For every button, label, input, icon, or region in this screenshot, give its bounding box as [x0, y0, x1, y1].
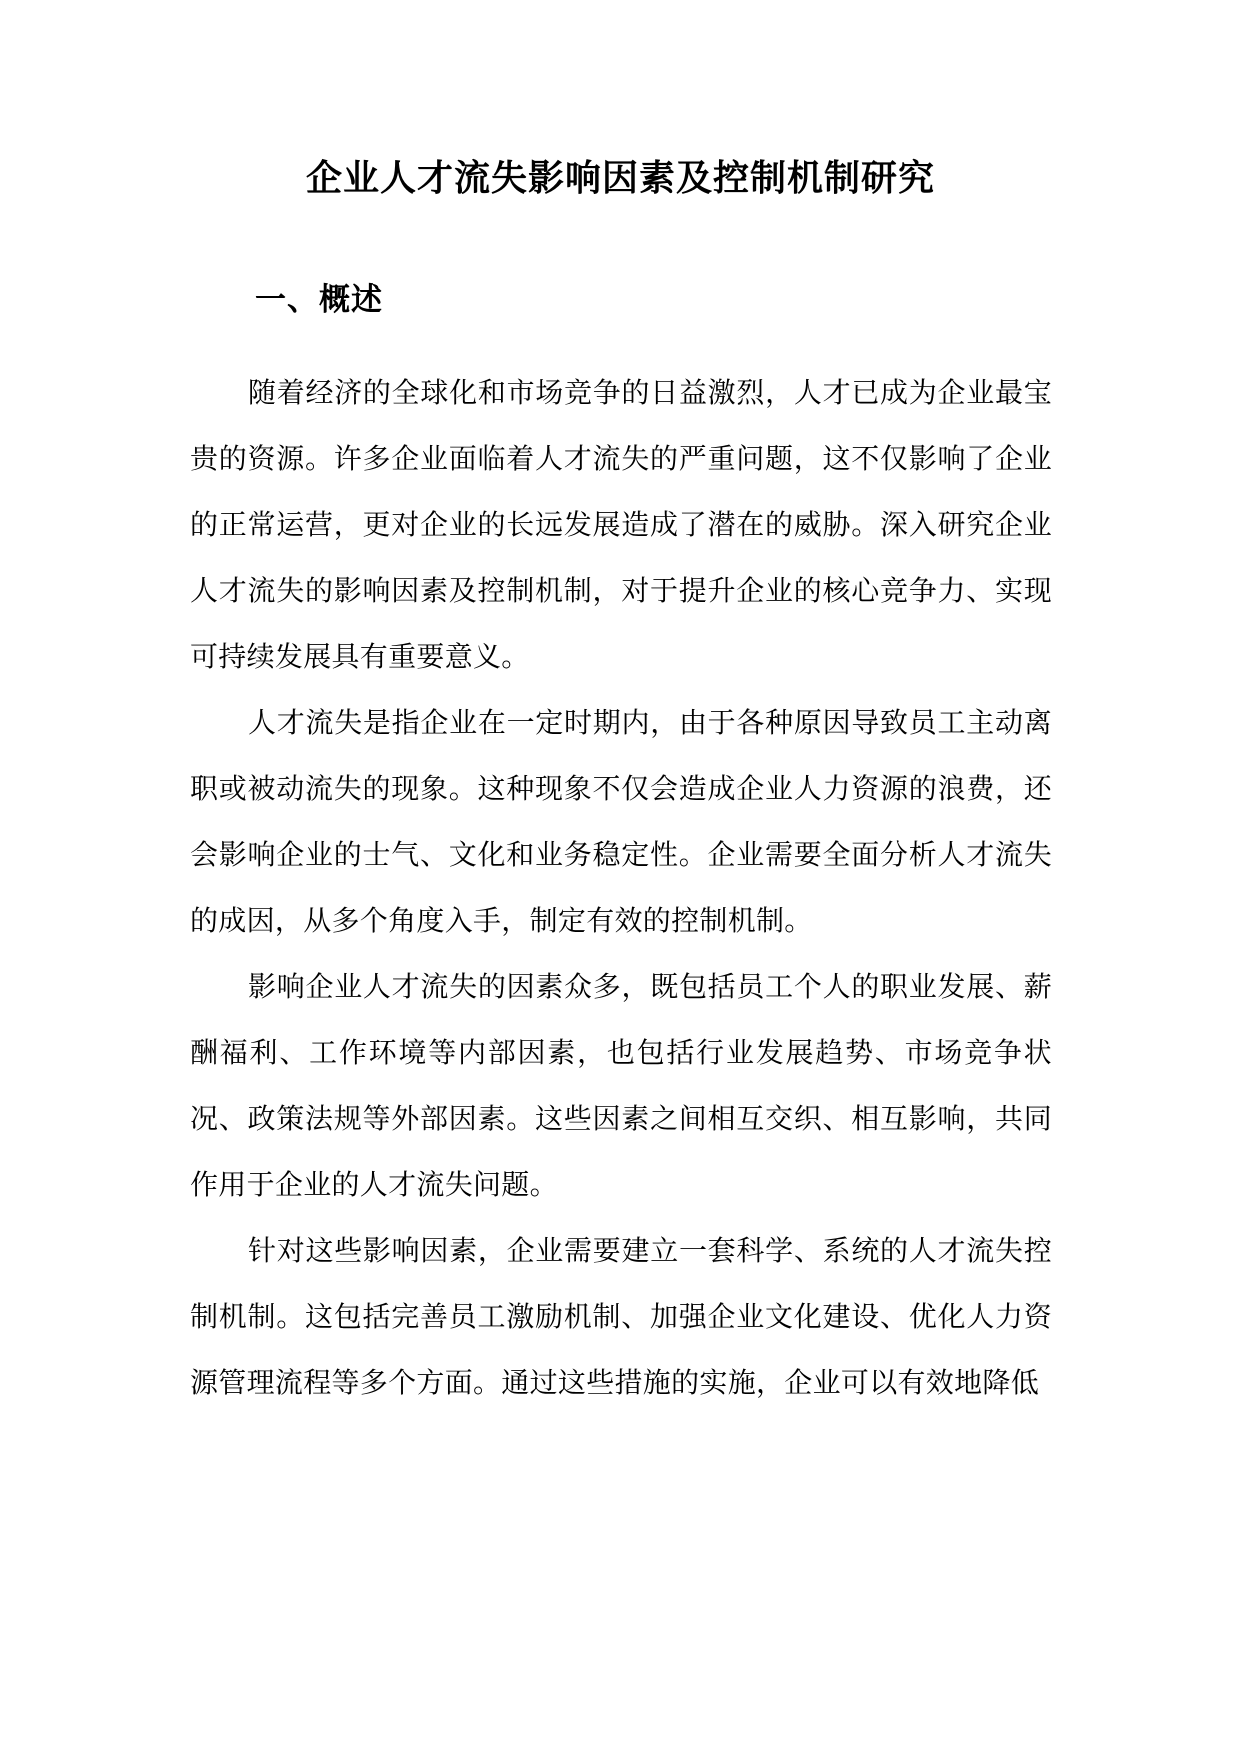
paragraph: 人才流失是指企业在一定时期内，由于各种原因导致员工主动离职或被动流失的现象。这种现象不仅会造成企业人力资源的浪费，还会影响企业的士气、文化和业务稳定性。企业需要全面分析人才流失的成因，从多个角度入手，制定有效的控制机制。 [190, 706, 1052, 937]
paragraph: 影响企业人才流失的因素众多，既包括员工个人的职业发展、薪酬福利、工作环境等内部因素，也包括行业发展趋势、市场竞争状况、政策法规等外部因素。这些因素之间相互交织、相互影响，共同作用于企业的人才流失问题。 [190, 970, 1052, 1201]
paragraph: 针对这些影响因素，企业需要建立一套科学、系统的人才流失控制机制。这包括完善员工激励机制、加强企业文化建设、优化人力资源管理流程等多个方面。通过这些措施的实施，企业可以有效地降低 [190, 1234, 1052, 1399]
section-heading: 一、概述 [255, 282, 383, 318]
paragraph: 随着经济的全球化和市场竞争的日益激烈，人才已成为企业最宝贵的资源。许多企业面临着人才流失的严重问题，这不仅影响了企业的正常运营，更对企业的长远发展造成了潜在的威胁。深入研究企业人才流失的影响因素及控制机制，对于提升企业的核心竞争力、实现可持续发展具有重要意义。 [190, 376, 1052, 673]
document-title: 企业人才流失影响因素及控制机制研究 [305, 157, 935, 199]
body-text [190, 360, 1052, 1416]
